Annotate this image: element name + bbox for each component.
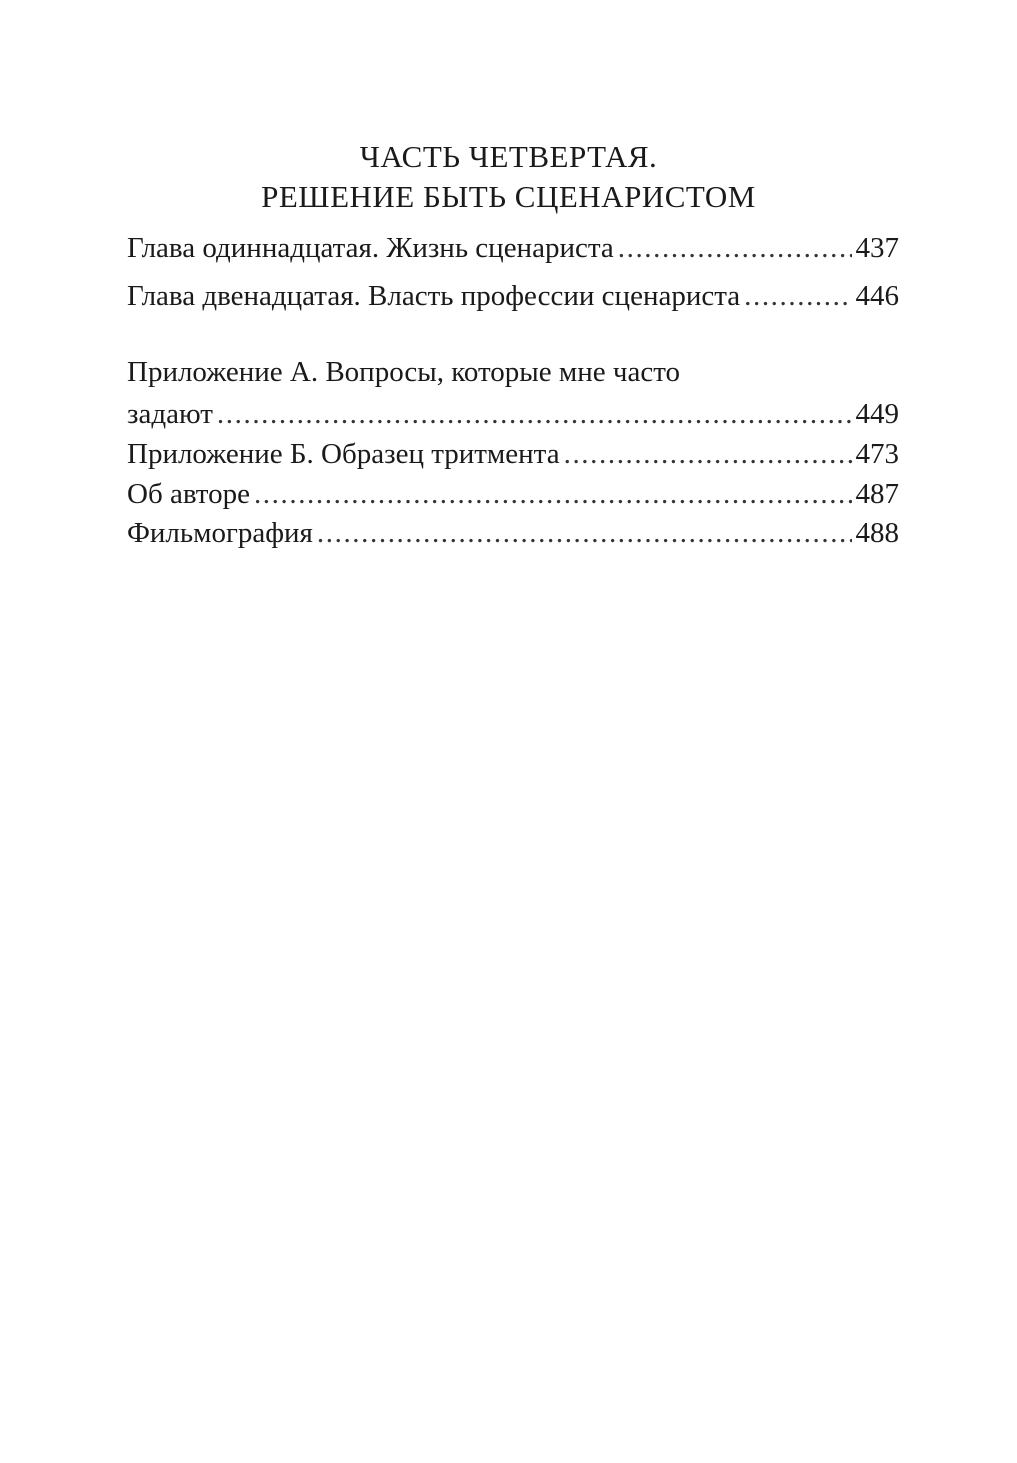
toc-entry-title: Глава двенадцатая. Власть профессии сценариста [127, 280, 741, 312]
toc-page-number: 488 [855, 517, 899, 549]
toc-entry-title: задают [127, 398, 213, 430]
toc-entry-filmography [127, 513, 899, 553]
dot-leader [217, 394, 852, 434]
dot-leader [317, 513, 852, 553]
part-heading-line-1: ЧАСТЬ ЧЕТВЕРТАЯ. [359, 139, 658, 174]
part-heading-line-2: РЕШЕНИЕ БЫТЬ СЦЕНАРИСТОМ [261, 179, 756, 214]
toc-page-number: 446 [855, 280, 899, 312]
toc-entry-title: Фильмография [127, 517, 313, 549]
toc-entry-about-author [127, 474, 899, 514]
dot-leader [254, 474, 852, 514]
toc-entry-appendix-b [127, 434, 899, 474]
toc-entry-appendix-a-line-1: Приложение А. Вопросы, которые мне часто [127, 356, 681, 388]
toc-entry-appendix-a [127, 394, 899, 434]
toc-page-number: 449 [855, 398, 899, 430]
toc-entry-title: Глава одиннадцатая. Жизнь сценариста [127, 232, 614, 264]
toc-entry-title: Об авторе [127, 478, 250, 510]
toc-page-number: 437 [855, 232, 899, 264]
dot-leader [618, 228, 852, 268]
toc-entry-chapter-12 [127, 276, 899, 316]
dot-leader [564, 434, 852, 474]
toc-entry-title: Приложение Б. Образец тритмента [127, 438, 560, 470]
toc-page-number: 473 [855, 438, 899, 470]
toc-entry-chapter-11 [127, 228, 899, 268]
dot-leader [744, 276, 851, 316]
toc-page-number: 487 [855, 478, 899, 510]
